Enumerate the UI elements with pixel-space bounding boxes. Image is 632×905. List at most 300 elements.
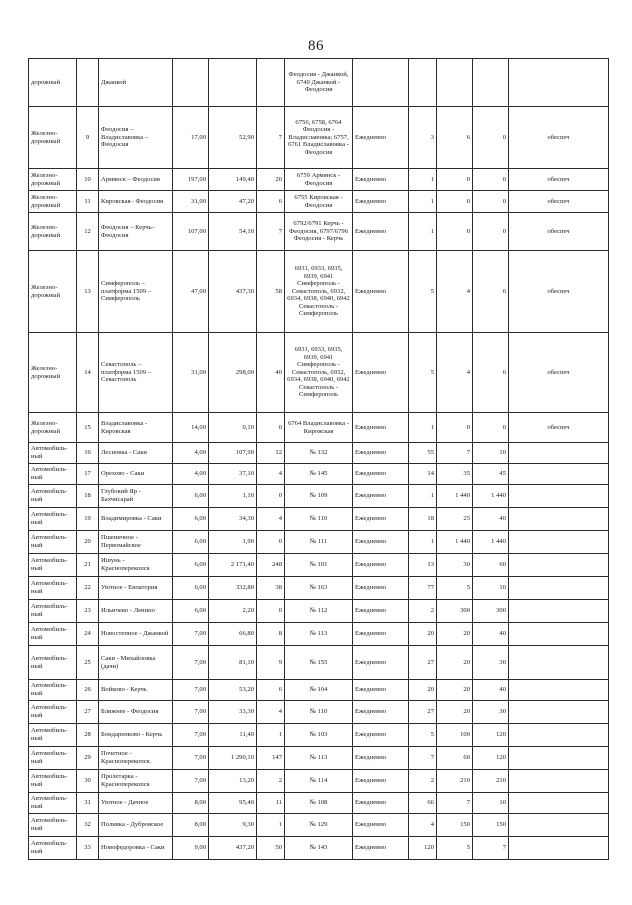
trains-cell: № 163 bbox=[285, 577, 353, 600]
route-name-cell: Пролетарка - Красноперекопск bbox=[99, 770, 173, 793]
volume-cell: 53,20 bbox=[209, 680, 257, 701]
route-number-cell: 20 bbox=[77, 531, 99, 554]
volume-cell: 34,30 bbox=[209, 508, 257, 531]
transport-type-cell: Железно-дорожный bbox=[29, 251, 77, 333]
volume-cell: 81,10 bbox=[209, 646, 257, 680]
volume-cell: 1,10 bbox=[209, 485, 257, 508]
count-cell: 7 bbox=[257, 107, 285, 169]
trains-cell: № 112 bbox=[285, 600, 353, 623]
route-number-cell: 17 bbox=[77, 464, 99, 485]
trips-cell: 1 bbox=[409, 191, 437, 213]
route-name-cell: Орехово - Саки bbox=[99, 464, 173, 485]
status-cell bbox=[509, 59, 609, 107]
route-number-cell: 27 bbox=[77, 701, 99, 724]
frequency-cell: Ежедневно bbox=[353, 464, 409, 485]
interval-max-cell: 150 bbox=[473, 814, 509, 837]
interval-min-cell: 7 bbox=[437, 793, 473, 814]
interval-min-cell: 300 bbox=[437, 600, 473, 623]
trains-cell: 6756, 6758, 6764 Феодосия - Владиславовка; 6757, 6761 Владиславовка - Феодосия bbox=[285, 107, 353, 169]
count-cell: 11 bbox=[257, 793, 285, 814]
trains-cell: № 104 bbox=[285, 680, 353, 701]
route-name-cell: Бондаренково - Керчь bbox=[99, 724, 173, 747]
status-cell bbox=[509, 577, 609, 600]
interval-max-cell: 10 bbox=[473, 443, 509, 464]
status-cell bbox=[509, 701, 609, 724]
volume-cell: 437,30 bbox=[209, 251, 257, 333]
route-name-cell: Войково - Керчь bbox=[99, 680, 173, 701]
route-name-cell: Феодосия – Владиславовка – Феодосия bbox=[99, 107, 173, 169]
routes-table bbox=[28, 58, 609, 860]
route-name-cell: Ишунь - Красноперекопск bbox=[99, 554, 173, 577]
route-number-cell: 24 bbox=[77, 623, 99, 646]
route-name-cell: Новостепное - Джанкой bbox=[99, 623, 173, 646]
volume-cell: 2,20 bbox=[209, 600, 257, 623]
trains-cell: № 155 bbox=[285, 646, 353, 680]
route-number-cell: 30 bbox=[77, 770, 99, 793]
status-cell bbox=[509, 623, 609, 646]
count-cell: 147 bbox=[257, 747, 285, 770]
count-cell: 1 bbox=[257, 724, 285, 747]
volume-cell: 9,30 bbox=[209, 814, 257, 837]
volume-cell: 2 171,40 bbox=[209, 554, 257, 577]
volume-cell: 47,20 bbox=[209, 191, 257, 213]
route-name-cell: Новофедоровка - Саки bbox=[99, 837, 173, 860]
transport-type-cell: Железно-дорожный bbox=[29, 333, 77, 413]
route-name-cell: Уютное - Дачное bbox=[99, 793, 173, 814]
length-cell: 7,00 bbox=[173, 724, 209, 747]
frequency-cell: Ежедневно bbox=[353, 680, 409, 701]
table-row bbox=[29, 413, 609, 443]
transport-type-cell: дорожный bbox=[29, 59, 77, 107]
interval-max-cell: 40 bbox=[473, 508, 509, 531]
table-row bbox=[29, 554, 609, 577]
route-name-cell: Армянск – Феодосия bbox=[99, 169, 173, 191]
interval-min-cell: 5 bbox=[437, 837, 473, 860]
volume-cell: 66,80 bbox=[209, 623, 257, 646]
transport-type-cell: Автомобиль-ный bbox=[29, 485, 77, 508]
table-row bbox=[29, 680, 609, 701]
count-cell: 1 bbox=[257, 814, 285, 837]
frequency-cell: Ежедневно bbox=[353, 333, 409, 413]
interval-min-cell: 1 440 bbox=[437, 531, 473, 554]
count-cell: 4 bbox=[257, 508, 285, 531]
route-name-cell: Джанкой bbox=[99, 59, 173, 107]
length-cell: 7,00 bbox=[173, 680, 209, 701]
transport-type-cell: Автомобиль-ный bbox=[29, 508, 77, 531]
count-cell: 9 bbox=[257, 646, 285, 680]
route-number-cell: 10 bbox=[77, 169, 99, 191]
transport-type-cell: Автомобиль-ный bbox=[29, 443, 77, 464]
count-cell: 7 bbox=[257, 213, 285, 251]
interval-max-cell: 120 bbox=[473, 724, 509, 747]
interval-max-cell: 0 bbox=[473, 213, 509, 251]
route-name-cell: Кировская– Феодосия bbox=[99, 191, 173, 213]
length-cell: 7,00 bbox=[173, 623, 209, 646]
volume-cell: 95,40 bbox=[209, 793, 257, 814]
status-cell: обеспеч bbox=[509, 169, 609, 191]
frequency-cell: Ежедневно bbox=[353, 793, 409, 814]
length-cell: 7,00 bbox=[173, 701, 209, 724]
interval-max-cell: 0 bbox=[473, 413, 509, 443]
trips-cell: 1 bbox=[409, 169, 437, 191]
table-row bbox=[29, 837, 609, 860]
interval-min-cell: 60 bbox=[437, 747, 473, 770]
trains-cell: № 101 bbox=[285, 554, 353, 577]
table-row bbox=[29, 59, 609, 107]
interval-min-cell: 100 bbox=[437, 724, 473, 747]
status-cell bbox=[509, 554, 609, 577]
frequency-cell: Ежедневно bbox=[353, 554, 409, 577]
interval-max-cell: 30 bbox=[473, 646, 509, 680]
table-row bbox=[29, 485, 609, 508]
route-name-cell: Почетное - Красноперекопск bbox=[99, 747, 173, 770]
count-cell bbox=[257, 59, 285, 107]
interval-min-cell: 20 bbox=[437, 646, 473, 680]
trips-cell: 2 bbox=[409, 600, 437, 623]
route-number-cell: 23 bbox=[77, 600, 99, 623]
interval-max-cell: 40 bbox=[473, 623, 509, 646]
table-body bbox=[29, 59, 609, 860]
frequency-cell: Ежедневно bbox=[353, 814, 409, 837]
length-cell: 197,00 bbox=[173, 169, 209, 191]
transport-type-cell: Автомобиль-ный bbox=[29, 724, 77, 747]
status-cell bbox=[509, 646, 609, 680]
length-cell: 107,00 bbox=[173, 213, 209, 251]
route-number-cell: 18 bbox=[77, 485, 99, 508]
table-row bbox=[29, 443, 609, 464]
trips-cell: 1 bbox=[409, 413, 437, 443]
count-cell: 4 bbox=[257, 464, 285, 485]
trips-cell: 18 bbox=[409, 508, 437, 531]
route-number-cell: 29 bbox=[77, 747, 99, 770]
length-cell: 6,00 bbox=[173, 508, 209, 531]
route-number-cell: 11 bbox=[77, 191, 99, 213]
count-cell: 8 bbox=[257, 623, 285, 646]
count-cell: 58 bbox=[257, 251, 285, 333]
length-cell: 6,00 bbox=[173, 600, 209, 623]
interval-max-cell: 40 bbox=[473, 680, 509, 701]
interval-min-cell: 6 bbox=[437, 107, 473, 169]
length-cell: 4,00 bbox=[173, 443, 209, 464]
trips-cell: 120 bbox=[409, 837, 437, 860]
table-row bbox=[29, 191, 609, 213]
route-name-cell: Владимировка - Саки bbox=[99, 508, 173, 531]
interval-min-cell: 20 bbox=[437, 623, 473, 646]
trips-cell: 27 bbox=[409, 701, 437, 724]
trips-cell: 3 bbox=[409, 107, 437, 169]
frequency-cell: Ежедневно bbox=[353, 837, 409, 860]
table-row bbox=[29, 701, 609, 724]
interval-min-cell bbox=[437, 59, 473, 107]
trips-cell: 5 bbox=[409, 251, 437, 333]
frequency-cell: Ежедневно bbox=[353, 577, 409, 600]
trains-cell: 6759 Армянск - Феодосия bbox=[285, 169, 353, 191]
frequency-cell: Ежедневно bbox=[353, 646, 409, 680]
length-cell: 6,00 bbox=[173, 485, 209, 508]
length-cell: 17,00 bbox=[173, 107, 209, 169]
length-cell: 9,00 bbox=[173, 837, 209, 860]
route-number-cell: 15 bbox=[77, 413, 99, 443]
frequency-cell: Ежедневно bbox=[353, 623, 409, 646]
trips-cell: 27 bbox=[409, 646, 437, 680]
interval-min-cell: 25 bbox=[437, 508, 473, 531]
transport-type-cell: Железно-дорожный bbox=[29, 107, 77, 169]
route-number-cell: 19 bbox=[77, 508, 99, 531]
route-name-cell: Поливка - Дубровское bbox=[99, 814, 173, 837]
trips-cell: 1 bbox=[409, 485, 437, 508]
table-row bbox=[29, 213, 609, 251]
frequency-cell: Ежедневно bbox=[353, 508, 409, 531]
count-cell: 0 bbox=[257, 531, 285, 554]
frequency-cell: Ежедневно bbox=[353, 251, 409, 333]
table-row bbox=[29, 251, 609, 333]
transport-type-cell: Железно-дорожный bbox=[29, 213, 77, 251]
volume-cell: 52,90 bbox=[209, 107, 257, 169]
interval-max-cell: 45 bbox=[473, 464, 509, 485]
route-name-cell: Симферополь – платформа 1509 – Симферополь bbox=[99, 251, 173, 333]
interval-min-cell: 4 bbox=[437, 333, 473, 413]
length-cell: 7,00 bbox=[173, 646, 209, 680]
transport-type-cell: Автомобиль-ный bbox=[29, 531, 77, 554]
trips-cell: 2 bbox=[409, 770, 437, 793]
volume-cell: 37,10 bbox=[209, 464, 257, 485]
status-cell bbox=[509, 747, 609, 770]
interval-min-cell: 150 bbox=[437, 814, 473, 837]
interval-min-cell: 30 bbox=[437, 554, 473, 577]
interval-max-cell bbox=[473, 59, 509, 107]
trips-cell bbox=[409, 59, 437, 107]
route-number-cell: 22 bbox=[77, 577, 99, 600]
route-name-cell: Феодосия – Керчь– Феодосия bbox=[99, 213, 173, 251]
transport-type-cell: Автомобиль-ный bbox=[29, 837, 77, 860]
volume-cell: 149,40 bbox=[209, 169, 257, 191]
table-row bbox=[29, 169, 609, 191]
interval-max-cell: 1 440 bbox=[473, 531, 509, 554]
table-row bbox=[29, 577, 609, 600]
volume-cell: 13,20 bbox=[209, 770, 257, 793]
trains-cell: № 103 bbox=[285, 724, 353, 747]
table-row bbox=[29, 814, 609, 837]
status-cell bbox=[509, 600, 609, 623]
trains-cell: № 110 bbox=[285, 508, 353, 531]
status-cell bbox=[509, 793, 609, 814]
volume-cell bbox=[209, 59, 257, 107]
route-name-cell: Уютное - Евпатория bbox=[99, 577, 173, 600]
transport-type-cell: Автомобиль-ный bbox=[29, 577, 77, 600]
transport-type-cell: Железно-дорожный bbox=[29, 169, 77, 191]
route-number-cell: 13 bbox=[77, 251, 99, 333]
route-number-cell: 21 bbox=[77, 554, 99, 577]
status-cell: обеспеч bbox=[509, 251, 609, 333]
interval-max-cell: 1 440 bbox=[473, 485, 509, 508]
transport-type-cell: Автомобиль-ный bbox=[29, 680, 77, 701]
frequency-cell: Ежедневно bbox=[353, 701, 409, 724]
status-cell bbox=[509, 770, 609, 793]
transport-type-cell: Автомобиль-ный bbox=[29, 701, 77, 724]
interval-min-cell: 7 bbox=[437, 443, 473, 464]
interval-max-cell: 10 bbox=[473, 793, 509, 814]
interval-max-cell: 210 bbox=[473, 770, 509, 793]
interval-min-cell: 20 bbox=[437, 701, 473, 724]
route-number-cell bbox=[77, 59, 99, 107]
frequency-cell: Ежедневно bbox=[353, 191, 409, 213]
interval-min-cell: 20 bbox=[437, 680, 473, 701]
interval-max-cell: 7 bbox=[473, 837, 509, 860]
route-name-cell: Севастополь – платформа 1509 – Севастополь bbox=[99, 333, 173, 413]
status-cell bbox=[509, 724, 609, 747]
length-cell: 14,00 bbox=[173, 413, 209, 443]
trips-cell: 7 bbox=[409, 747, 437, 770]
transport-type-cell: Автомобиль-ный bbox=[29, 770, 77, 793]
route-name-cell: Глубокий Яр - Бахчисарай bbox=[99, 485, 173, 508]
trips-cell: 55 bbox=[409, 443, 437, 464]
status-cell: обеспеч bbox=[509, 107, 609, 169]
length-cell: 7,00 bbox=[173, 770, 209, 793]
frequency-cell: Ежедневно bbox=[353, 107, 409, 169]
status-cell bbox=[509, 531, 609, 554]
route-name-cell: Владиславовка - Кировская bbox=[99, 413, 173, 443]
table-row bbox=[29, 508, 609, 531]
table-row bbox=[29, 646, 609, 680]
interval-max-cell: 30 bbox=[473, 701, 509, 724]
table-row bbox=[29, 600, 609, 623]
trains-cell: № 109 bbox=[285, 485, 353, 508]
trains-cell: 6764 Владиславовка - Кировская bbox=[285, 413, 353, 443]
trains-cell: Феодосия - Джанкой, 6749 Джанкой - Феодосия bbox=[285, 59, 353, 107]
status-cell: обеспеч bbox=[509, 413, 609, 443]
table-row bbox=[29, 464, 609, 485]
interval-min-cell: 0 bbox=[437, 213, 473, 251]
transport-type-cell: Автомобиль-ный bbox=[29, 600, 77, 623]
volume-cell: 54,10 bbox=[209, 213, 257, 251]
route-name-cell: Ближнее - Феодосия bbox=[99, 701, 173, 724]
interval-max-cell: 0 bbox=[473, 191, 509, 213]
trips-cell: 77 bbox=[409, 577, 437, 600]
route-number-cell: 32 bbox=[77, 814, 99, 837]
interval-max-cell: 10 bbox=[473, 577, 509, 600]
volume-cell: 332,80 bbox=[209, 577, 257, 600]
interval-min-cell: 210 bbox=[437, 770, 473, 793]
count-cell: 20 bbox=[257, 169, 285, 191]
length-cell: 47,00 bbox=[173, 251, 209, 333]
route-number-cell: 12 bbox=[77, 213, 99, 251]
frequency-cell: Ежедневно bbox=[353, 169, 409, 191]
table-row bbox=[29, 623, 609, 646]
frequency-cell: Ежедневно bbox=[353, 600, 409, 623]
transport-type-cell: Автомобиль-ный bbox=[29, 554, 77, 577]
route-number-cell: 9 bbox=[77, 107, 99, 169]
table-row bbox=[29, 747, 609, 770]
transport-type-cell: Автомобиль-ный bbox=[29, 747, 77, 770]
count-cell: 6 bbox=[257, 680, 285, 701]
length-cell: 7,00 bbox=[173, 747, 209, 770]
route-name-cell: Ильичево - Ленино bbox=[99, 600, 173, 623]
trips-cell: 4 bbox=[409, 814, 437, 837]
route-number-cell: 33 bbox=[77, 837, 99, 860]
interval-max-cell: 0 bbox=[473, 107, 509, 169]
route-number-cell: 31 bbox=[77, 793, 99, 814]
length-cell: 31,00 bbox=[173, 333, 209, 413]
interval-max-cell: 6 bbox=[473, 333, 509, 413]
trains-cell: № 110 bbox=[285, 701, 353, 724]
transport-type-cell: Автомобиль-ный bbox=[29, 646, 77, 680]
page-number: 86 bbox=[308, 38, 324, 54]
route-name-cell: Саки - Михайловка (дачи) bbox=[99, 646, 173, 680]
count-cell: 50 bbox=[257, 837, 285, 860]
status-cell bbox=[509, 464, 609, 485]
table-row bbox=[29, 770, 609, 793]
table-row bbox=[29, 793, 609, 814]
frequency-cell: Ежедневно bbox=[353, 413, 409, 443]
route-number-cell: 16 bbox=[77, 443, 99, 464]
transport-type-cell: Автомобиль-ный bbox=[29, 623, 77, 646]
route-name-cell: Лесновка - Саки bbox=[99, 443, 173, 464]
length-cell: 31,00 bbox=[173, 191, 209, 213]
count-cell: 38 bbox=[257, 577, 285, 600]
trips-cell: 5 bbox=[409, 333, 437, 413]
interval-min-cell: 1 440 bbox=[437, 485, 473, 508]
route-number-cell: 14 bbox=[77, 333, 99, 413]
interval-min-cell: 0 bbox=[437, 413, 473, 443]
count-cell: 0 bbox=[257, 413, 285, 443]
volume-cell: 298,00 bbox=[209, 333, 257, 413]
volume-cell: 1 290,10 bbox=[209, 747, 257, 770]
transport-type-cell: Автомобиль-ный bbox=[29, 814, 77, 837]
status-cell: обеспеч bbox=[509, 333, 609, 413]
frequency-cell: Ежедневно bbox=[353, 485, 409, 508]
trips-cell: 14 bbox=[409, 464, 437, 485]
transport-type-cell: Автомобиль-ный bbox=[29, 793, 77, 814]
trains-cell: № 143 bbox=[285, 837, 353, 860]
count-cell: 6 bbox=[257, 191, 285, 213]
interval-min-cell: 4 bbox=[437, 251, 473, 333]
status-cell bbox=[509, 485, 609, 508]
length-cell: 6,00 bbox=[173, 554, 209, 577]
volume-cell: 0,10 bbox=[209, 413, 257, 443]
length-cell bbox=[173, 59, 209, 107]
count-cell: 248 bbox=[257, 554, 285, 577]
trains-cell: 6755 Кировская - Феодосия bbox=[285, 191, 353, 213]
count-cell: 0 bbox=[257, 485, 285, 508]
trips-cell: 1 bbox=[409, 213, 437, 251]
volume-cell: 11,40 bbox=[209, 724, 257, 747]
interval-min-cell: 0 bbox=[437, 191, 473, 213]
interval-max-cell: 120 bbox=[473, 747, 509, 770]
frequency-cell: Ежедневно bbox=[353, 747, 409, 770]
frequency-cell bbox=[353, 59, 409, 107]
trains-cell: № 132 bbox=[285, 443, 353, 464]
interval-max-cell: 60 bbox=[473, 554, 509, 577]
route-number-cell: 26 bbox=[77, 680, 99, 701]
transport-type-cell: Железно-дорожный bbox=[29, 413, 77, 443]
trips-cell: 66 bbox=[409, 793, 437, 814]
volume-cell: 33,30 bbox=[209, 701, 257, 724]
table-row bbox=[29, 724, 609, 747]
trains-cell: № 111 bbox=[285, 531, 353, 554]
volume-cell: 1,90 bbox=[209, 531, 257, 554]
volume-cell: 437,20 bbox=[209, 837, 257, 860]
status-cell: обеспеч bbox=[509, 213, 609, 251]
trains-cell: 6931, 6933, 6935, 6939, 6941 Симферополь - Севастополь, 6932, 6934, 6938, 6940, 6942 Севастополь - Симферополь bbox=[285, 251, 353, 333]
interval-max-cell: 300 bbox=[473, 600, 509, 623]
length-cell: 8,00 bbox=[173, 793, 209, 814]
status-cell bbox=[509, 508, 609, 531]
volume-cell: 107,90 bbox=[209, 443, 257, 464]
table-row bbox=[29, 107, 609, 169]
length-cell: 6,00 bbox=[173, 577, 209, 600]
status-cell bbox=[509, 837, 609, 860]
count-cell: 40 bbox=[257, 333, 285, 413]
